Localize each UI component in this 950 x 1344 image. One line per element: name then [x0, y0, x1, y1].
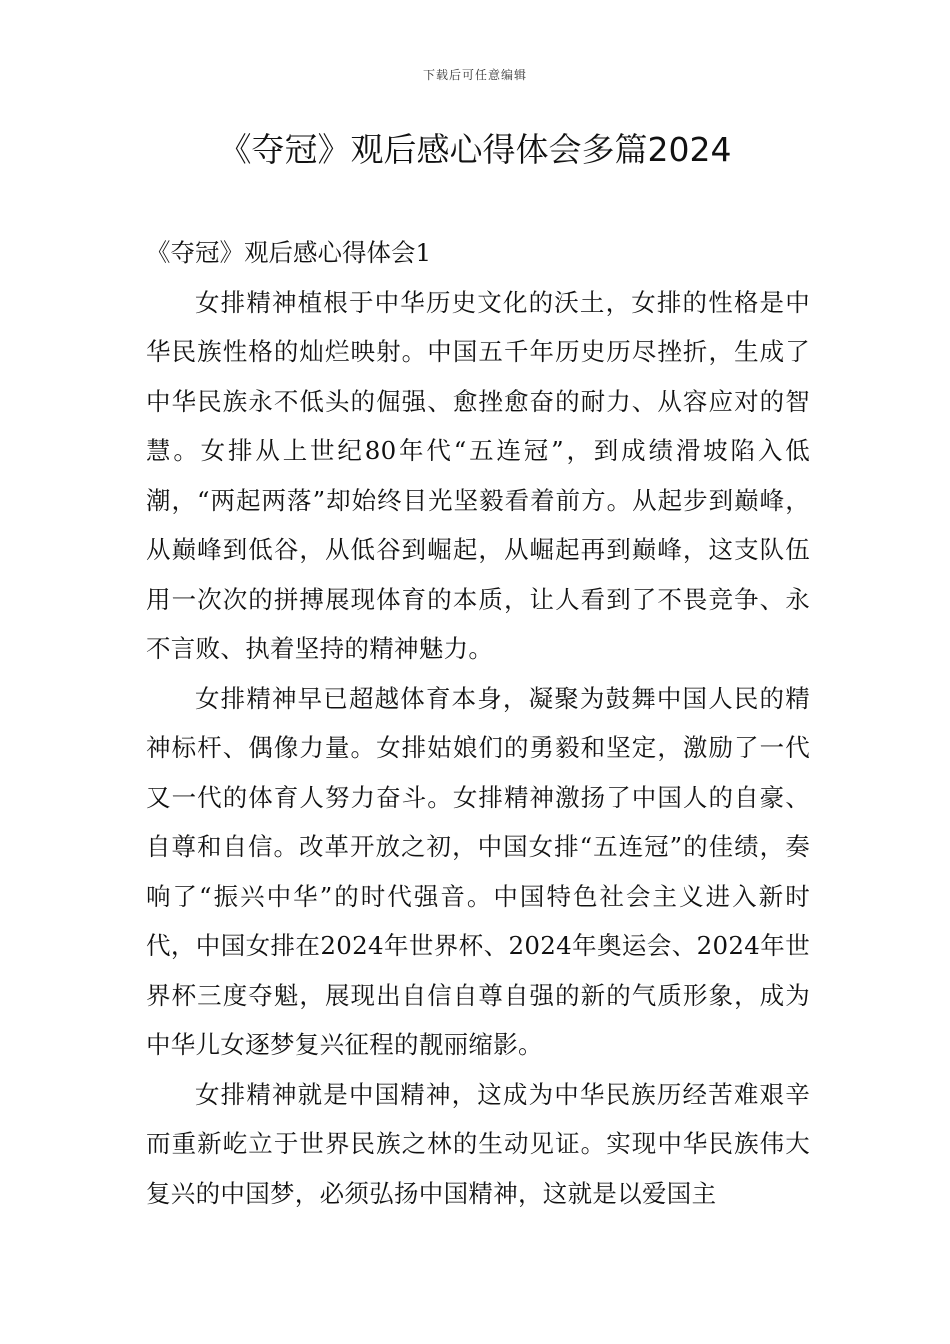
document-title: 《夺冠》观后感心得体会多篇2024 [218, 130, 732, 169]
header-note: 下载后可任意编辑 [422, 68, 527, 82]
document-body [146, 228, 810, 1218]
paragraph-1: 女排精神植根于中华历史文化的沃土，女排的性格是中华民族性格的灿烂映射。中国五千年历史历尽挫折，生成了中华民族永不低头的倔强、愈挫愈奋的耐力、从容应对的智慧。女排从上世纪80年代“五连冠”，到成绩滑坡陷入低潮，“两起两落”却始终目光坚毅看着前方。从起步到巅峰，从巅峰到低谷，从低谷到崛起，从崛起再到巅峰，这支队伍用一次次的拼搏展现体育的本质，让人看到了不畏竞争、永不言败、执着坚持的精神魅力。 [146, 287, 810, 663]
paragraph-3: 女排精神就是中国精神，这成为中华民族历经苦难艰辛而重新屹立于世界民族之林的生动见证。实现中华民族伟大复兴的中国梦，必须弘扬中国精神，这就是以爱国主 [146, 1079, 810, 1208]
paragraph-2: 女排精神早已超越体育本身，凝聚为鼓舞中国人民的精神标杆、偶像力量。女排姑娘们的勇毅和坚定，激励了一代又一代的体育人努力奋斗。女排精神激扬了中国人的自豪、自尊和自信。改革开放之初，中国女排“五连冠”的佳绩，奏响了“振兴中华”的时代强音。中国特色社会主义进入新时代，中国女排在2024年世界杯、2024年奥运会、2024年世界杯三度夺魁，展现出自信自尊自强的新的气质形象，成为中华儿女逐梦复兴征程的靓丽缩影。 [146, 683, 810, 1059]
section-heading: 《夺冠》观后感心得体会1 [146, 238, 432, 267]
